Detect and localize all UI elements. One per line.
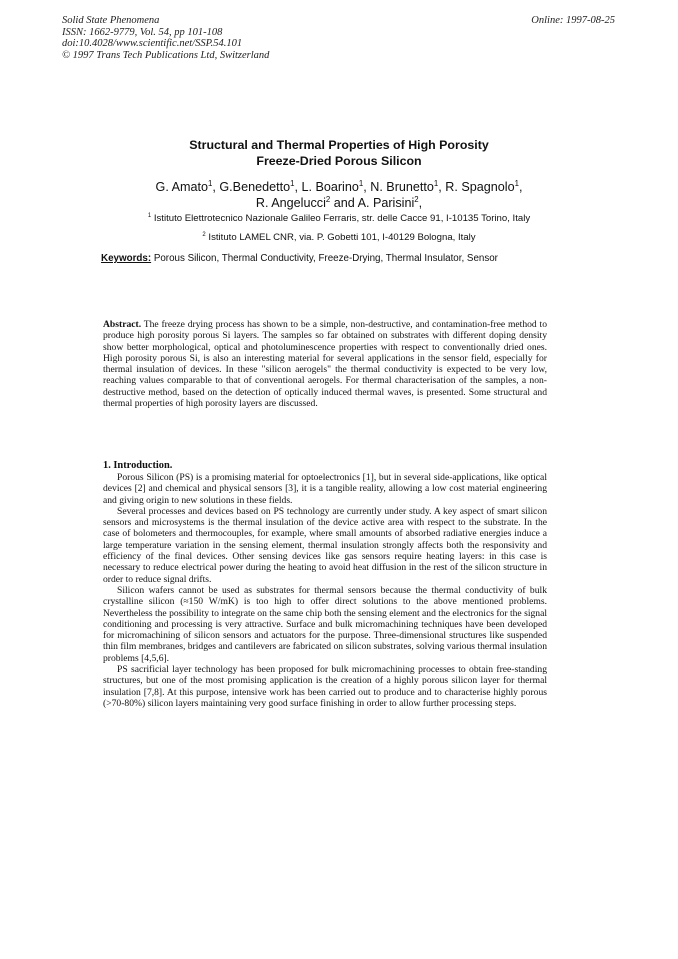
author-name: G.Benedetto bbox=[219, 180, 291, 194]
author-list bbox=[0, 179, 678, 211]
affiliation-mark: 1 bbox=[290, 178, 295, 188]
introduction-body bbox=[103, 472, 547, 709]
doi: doi:10.4028/www.scientific.net/SSP.54.101 bbox=[62, 38, 243, 50]
affiliation-mark: 1 bbox=[208, 178, 213, 188]
author-name: N. Brunetto bbox=[370, 180, 434, 194]
title-line-2: Freeze-Dried Porous Silicon bbox=[256, 153, 422, 168]
affiliation-2 bbox=[0, 232, 678, 243]
section-heading: 1. Introduction. bbox=[103, 460, 173, 471]
affiliation-mark: 2 bbox=[325, 194, 331, 204]
abstract-label: Abstract. bbox=[103, 319, 142, 330]
keywords-text: Porous Silicon, Thermal Conductivity, Freeze-Drying, Thermal Insulator, Sensor bbox=[153, 253, 498, 264]
author-name: R. Angelucci bbox=[255, 196, 326, 210]
keywords-label: Keywords: bbox=[101, 253, 152, 264]
copyright: © 1997 Trans Tech Publications Ltd, Switzerland bbox=[62, 49, 270, 61]
title-line-1: Structural and Thermal Properties of High Porosity bbox=[189, 138, 489, 152]
affiliation-number: 1 bbox=[147, 212, 152, 219]
keywords bbox=[101, 253, 498, 264]
author-line-1: G. Amato$^1$, G.Benedetto$^1$, L. Boarino$^1$, N. Brunetto$^1$, R. Spagnolo$^1$, bbox=[155, 178, 523, 194]
journal-name: Solid State Phenomena bbox=[62, 15, 160, 26]
author-name: A. Parisini bbox=[357, 196, 415, 210]
affiliation-text: Istituto Elettrotecnico Nazionale Galileo Ferraris, str. delle Cacce 91, I-10135 Torino, Italy bbox=[153, 213, 531, 224]
author-line-2: R. Angelucci$^2$ and A. Parisini$^2$, bbox=[255, 194, 423, 210]
affiliation-mark: 2 bbox=[414, 194, 419, 204]
affiliation-1 bbox=[0, 213, 678, 224]
issn: ISSN: 1662-9779, Vol. 54, pp 101-108 bbox=[62, 26, 223, 38]
affiliation-text: Istituto LAMEL CNR, via. P. Gobetti 101, I-40129 Bologna, Italy bbox=[208, 232, 476, 243]
author-name: G. Amato bbox=[155, 180, 209, 194]
paragraph: Several processes and devices based on PS technology are currently under study. A key aspect of smart silicon sensors and microsystems is the thermal insulation of the device active area with respect to the substrate. In the case of bolometers and thermocouples, for example, where small amounts of absorbed radiative energies induce a large temperature variation in the sensing element, thermal insulation strongly affects both the responsivity and efficiency of the final devices. Other sensing devices like gas sensors require heating layers: in this case is necessary to reduce electrical power during the heating to avoid heat diffusion in the rest of the silicon structure in order to reduce signal drifts. bbox=[103, 505, 547, 585]
affiliation-mark: 1 bbox=[358, 178, 364, 188]
abstract bbox=[103, 319, 547, 409]
paragraph: PS sacrificial layer technology has been proposed for bulk micromachining processes to obtain free-standing structures, but one of the most promising application is the creation of a highly porous silicon layer for thermal insulation [7,8]. At this purpose, intensive work has been carried out to produce and to characterise highly porous (>70-80%) silicon layers maintaining very good surface finishing in order to allow further processing steps. bbox=[103, 664, 547, 709]
abstract-text: The freeze drying process has shown to be a simple, non-destructive, and contamination-free method to produce high porosity porous Si layers. The samples so far obtained on substrates with different doping density show better morphological, optical and photoluminescence properties with respect to conventionally dried ones. High porosity porous Si, is also an interesting material for several applications in the sensor field, especially for thermal insulation of devices. In these "silicon aerogels" the thermal conductivity is expected to be very low, reaching values comparable to that of conventional aerogels. For thermal characterisation of the samples, a non-destructive method, based on the detection of optically induced thermal waves, is presented. Some structural and thermal properties of high porosity layers are discussed. bbox=[103, 319, 547, 410]
paragraph: Porous Silicon (PS) is a promising material for optoelectronics [1], but in several side-applications, like optical devices [2] and chemical and physical sensors [3], it is a tangible reality, allowing a low cost material engineering and giving origin to new solutions in these fields. bbox=[103, 472, 547, 506]
affiliation-mark: 1 bbox=[433, 178, 439, 188]
paragraph: Silicon wafers cannot be used as substrates for thermal sensors because the thermal conductivity of bulk crystalline silicon (≈150 W/mK) is too high to offer direct solutions to the above mentioned problems. Nevertheless the possibility to integrate on the same chip both the sensing element and the electronics for the signal conditioning and processing is very attractive. Surface and bulk micromachining techniques have been developed for micromachining of silicon sensors and actuators for the purpose. Three-dimensional structures like suspended thin film membranes, bridges and cantilevers are fabricated on silicon substrates, solving various thermal insulation problems [4,5,6]. bbox=[103, 584, 547, 664]
affiliation-number: 2 bbox=[202, 231, 206, 238]
author-conjunction: and bbox=[333, 196, 355, 210]
affiliation-mark: 1 bbox=[514, 178, 519, 188]
publication-info bbox=[62, 15, 269, 61]
author-name: L. Boarino bbox=[301, 180, 359, 194]
paper-title bbox=[0, 138, 678, 169]
author-name: R. Spagnolo bbox=[445, 180, 515, 194]
online-date: Online: 1997-08-25 bbox=[531, 15, 615, 26]
